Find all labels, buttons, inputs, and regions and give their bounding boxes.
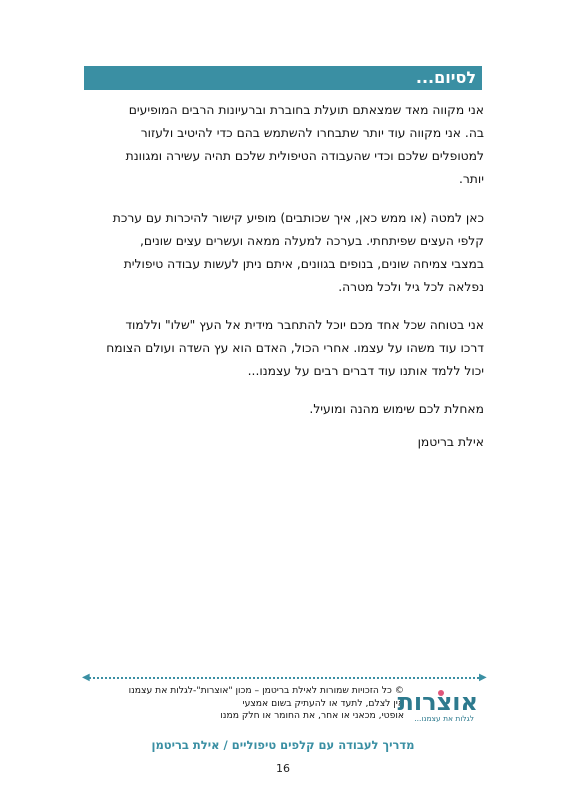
paragraph-line: במצבי צמיחה שונים, בנופים בגוונים, איתם ניתן לעשות עבודה טיפולית [123, 257, 484, 271]
paragraph-line: למטופלים שלכם וכדי שהעבודה הטיפולית שלכם תהיה עשירה ומגוונת [125, 149, 484, 163]
paragraph-line: יותר. [458, 172, 484, 186]
copyright-line: אין לצלם, לתעד או להעתיק בשום אמצעי [242, 697, 404, 709]
divider-arrow-right-icon: ▶ [479, 672, 487, 683]
guide-title: מדריך לעבודה עם קלפים טיפוליים / אילת בריטמן [151, 738, 415, 752]
paragraph-1 [84, 99, 484, 191]
paragraph-line: נפלאה לכל גיל ולכל מטרה. [338, 280, 484, 294]
copyright-line: © כל הזכויות שמורות לאילת בריטמן – מכון "אוצרות"-לגלות את עצמנו [128, 685, 404, 696]
section-heading: לסיום... [415, 68, 476, 87]
signature [84, 431, 484, 454]
footer-divider [86, 677, 482, 679]
signature-text: אילת בריטמן [417, 435, 484, 449]
paragraph-line: אני מקווה מאד שמצאתם תועלת בחוברת וברעיונות הרבים המופיעים [128, 103, 484, 117]
paragraph-line: כאן למטה (או ממש כאן, איך שכותבים) מופיע קישור להיכרות עם ערכת [112, 211, 484, 225]
logo-wordmark: אוצרות [397, 688, 478, 716]
paragraph-line: יכול ללמד אותנו עוד דברים רבים על עצמנו... [247, 364, 484, 378]
footer-copyright [92, 685, 404, 723]
logo-tagline: לגלות את עצמנו... [414, 714, 474, 723]
paragraph-2 [84, 207, 484, 299]
paragraph-line: מאחלת לכם שימוש מהנה ומועיל. [309, 402, 484, 416]
paragraph-line: בה. אני מקווה עוד יותר שתבחרו להשתמש בהם כדי להיטיב ולעזור [140, 126, 484, 140]
paragraph-line: קלפי העצים שפיתחתי. בערכה למעלה ממאה ועשרים עצים שונים, [140, 234, 484, 248]
paragraph-line: אני בטוחה שכל אחד מכם יוכל להתחבר מידית אל העץ "שלו" וללמוד [125, 318, 484, 332]
divider-arrow-left-icon: ◀ [82, 672, 90, 683]
paragraph-4 [84, 398, 484, 421]
paragraph-3 [84, 314, 484, 383]
section-heading-bar [84, 66, 482, 90]
paragraph-line: דרכו עוד משהו על עצמו. אחרי הכול, האדם הוא עץ השדה ועולם הצומח [106, 341, 484, 355]
page-number: 16 [276, 762, 290, 775]
copyright-line: אופטי, מכאני או אחר, את החומר או חלק ממנו [220, 710, 404, 721]
otzarot-logo [397, 688, 480, 728]
